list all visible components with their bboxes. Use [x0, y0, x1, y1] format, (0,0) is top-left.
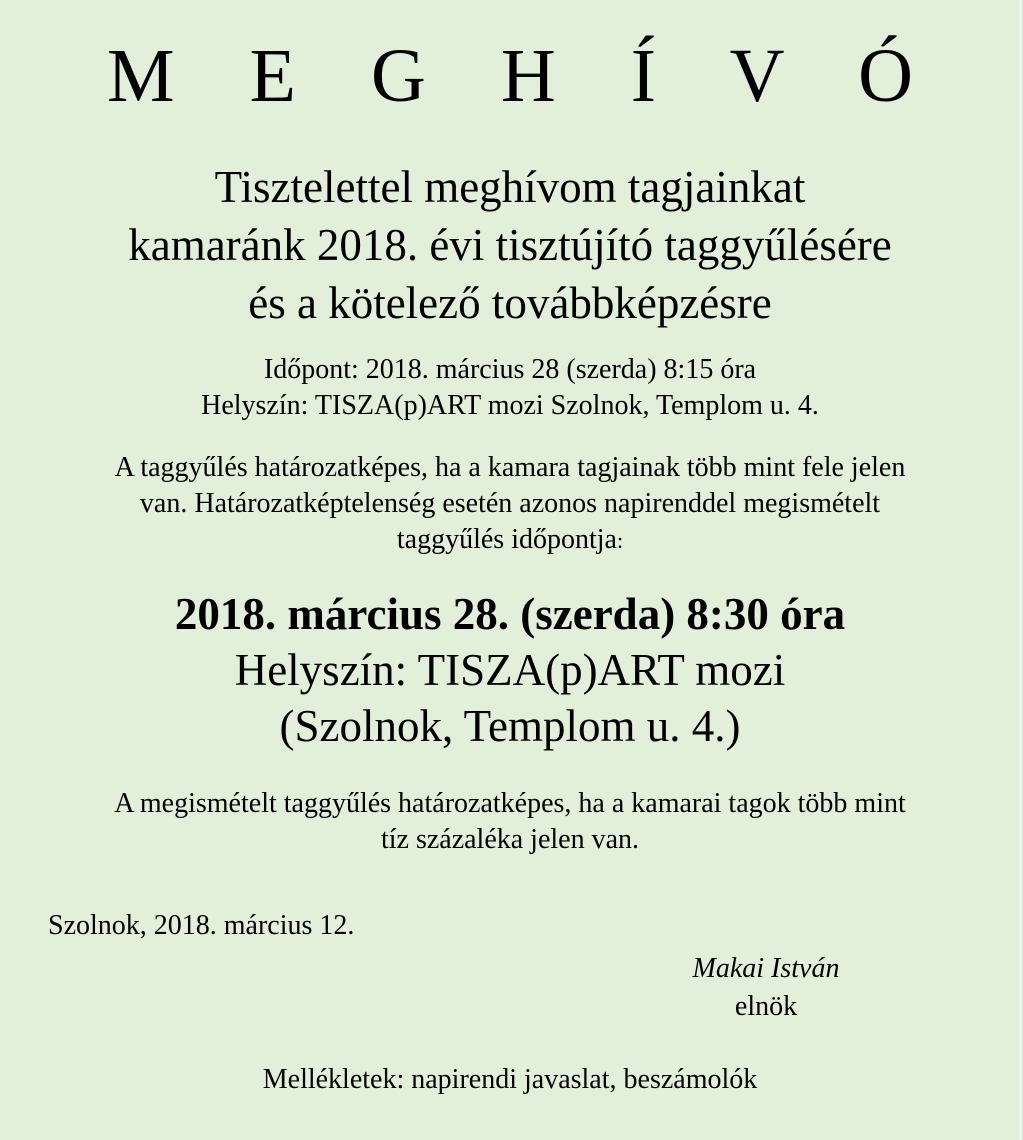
- second-quorum-notice: [0, 786, 1020, 858]
- quorum-line-colon: :: [616, 528, 624, 553]
- intro-text: [0, 158, 1020, 332]
- intro-line: Tisztelettel meghívom tagjainkat: [214, 162, 806, 212]
- quorum-line: van. Határozatképtelenség esetén azonos napirenddel megismételt: [139, 488, 881, 519]
- repeated-meeting: [0, 586, 1020, 754]
- meeting-location: Helyszín: TISZA(p)ART mozi Szolnok, Templom u. 4.: [201, 390, 819, 421]
- repeated-meeting-date: 2018. március 28. (szerda) 8:30 óra: [174, 589, 846, 639]
- second-quorum-line: tíz százaléka jelen van.: [380, 824, 640, 855]
- quorum-line: A taggyűlés határozatképes, ha a kamara tagjainak több mint fele jelen: [114, 452, 906, 483]
- repeated-meeting-address: (Szolnok, Templom u. 4.): [279, 701, 741, 751]
- meeting-time: Időpont: 2018. március 28 (szerda) 8:15 óra: [263, 354, 757, 385]
- second-quorum-line: A megismételt taggyűlés határozatképes, ha a kamarai tagok több mint: [114, 788, 906, 819]
- attachments-line: Mellékletek: napirendi javaslat, beszámolók: [262, 1064, 758, 1095]
- meeting-details: [0, 352, 1020, 424]
- signer-role: elnök: [734, 991, 798, 1022]
- signature-block: [676, 950, 856, 1026]
- quorum-line: [0, 522, 1020, 559]
- quorum-line-text: taggyűlés időpontja: [396, 524, 617, 555]
- intro-line: kamaránk 2018. évi tisztújító taggyűlésére: [128, 220, 892, 270]
- quorum-notice: [0, 450, 1020, 559]
- intro-line: és a kötelező továbbképzésre: [248, 278, 772, 328]
- repeated-meeting-place: Helyszín: TISZA(p)ART mozi: [234, 645, 786, 695]
- document-title: M E G H Í V Ó: [106, 34, 942, 118]
- signer-name: Makai István: [692, 953, 840, 984]
- place-and-date: Szolnok, 2018. március 12.: [48, 910, 355, 941]
